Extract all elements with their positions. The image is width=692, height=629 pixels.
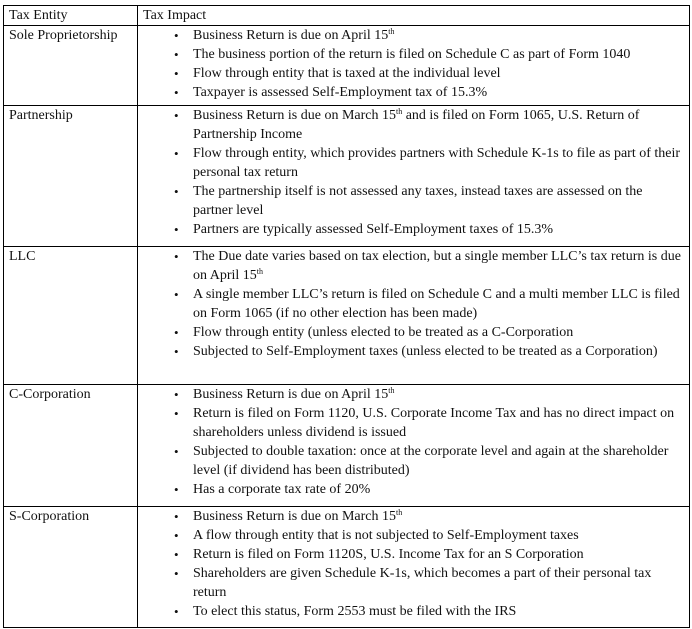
impact-list (143, 507, 689, 621)
impact-cell (138, 106, 690, 247)
list-item (174, 26, 683, 45)
entity-name: Sole Proprietorship (4, 26, 138, 106)
impact-cell (138, 247, 690, 385)
bullet-icon: • (174, 482, 179, 497)
item-text: Has a corporate tax rate of 20% (193, 482, 371, 497)
bullet-icon: • (174, 325, 179, 340)
item-sup: th (395, 107, 403, 116)
bullet-icon: • (174, 344, 179, 359)
bullet-icon: • (174, 47, 179, 62)
list-item (174, 385, 683, 404)
table-row (4, 26, 690, 106)
list-item (174, 602, 683, 621)
table-row (4, 507, 690, 628)
item-sup: th (395, 508, 403, 517)
tax-entity-table (3, 5, 690, 628)
bullet-icon: • (174, 146, 179, 161)
list-item (174, 342, 683, 361)
bullet-icon: • (174, 85, 179, 100)
list-item (174, 507, 683, 526)
bullet-icon: • (174, 222, 179, 237)
entity-name: S-Corporation (4, 507, 138, 628)
list-item (174, 526, 683, 545)
list-item (174, 83, 683, 102)
bullet-icon: • (174, 604, 179, 619)
table-row (4, 247, 690, 385)
bullet-icon: • (174, 509, 179, 524)
list-item (174, 45, 683, 64)
item-text: To elect this status, Form 2553 must be filed with the IRS (193, 604, 517, 619)
item-text: Subjected to double taxation: once at the corporate level and again at the shareholder level (if dividend has been distributed) (193, 444, 669, 478)
list-item (174, 285, 683, 323)
item-text: The business portion of the return is filed on Schedule C as part of Form 1040 (193, 47, 631, 62)
list-item (174, 442, 683, 480)
item-text: Business Return is due on March 15 (193, 108, 396, 123)
item-text: Partners are typically assessed Self-Employment taxes of 15.3% (193, 222, 554, 237)
bullet-icon: • (174, 108, 179, 123)
impact-list (143, 385, 689, 499)
item-text: Flow through entity that is taxed at the individual level (193, 66, 501, 81)
list-item (174, 564, 683, 602)
list-item (174, 323, 683, 342)
list-item (174, 404, 683, 442)
item-text: Business Return is due on April 15 (193, 387, 389, 402)
item-text: Flow through entity, which provides partners with Schedule K-1s to file as part of their personal tax return (193, 146, 681, 180)
item-text: Subjected to Self-Employment taxes (unless elected to be treated as a Corporation) (193, 344, 658, 359)
bullet-icon: • (174, 287, 179, 302)
item-text: The partnership itself is not assessed any taxes, instead taxes are assessed on the partner level (193, 184, 643, 218)
item-text: Shareholders are given Schedule K-1s, which becomes a part of their personal tax return (193, 566, 652, 600)
table-row (4, 106, 690, 247)
list-item (174, 106, 683, 144)
bullet-icon: • (174, 66, 179, 81)
impact-list (143, 106, 689, 239)
table-header-row (4, 6, 690, 26)
bullet-icon: • (174, 406, 179, 421)
impact-cell (138, 385, 690, 507)
bullet-icon: • (174, 566, 179, 581)
item-text: The Due date varies based on tax election, but a single member LLC’s tax return is due on April 15 (193, 249, 681, 283)
bullet-icon: • (174, 184, 179, 199)
header-tax-entity: Tax Entity (4, 6, 138, 26)
bullet-icon: • (174, 444, 179, 459)
item-text: Business Return is due on April 15 (193, 28, 389, 43)
item-text: Flow through entity (unless elected to be treated as a C-Corporation (193, 325, 574, 340)
table-row (4, 385, 690, 507)
list-item (174, 480, 683, 499)
entity-name: C-Corporation (4, 385, 138, 507)
list-item (174, 182, 683, 220)
header-tax-impact: Tax Impact (138, 6, 690, 26)
item-text: A single member LLC’s return is filed on Schedule C and a multi member LLC is filed on Form 1065 (if no other election has been made) (193, 287, 680, 321)
impact-list (143, 26, 689, 102)
impact-cell (138, 26, 690, 106)
entity-name: Partnership (4, 106, 138, 247)
item-text: Taxpayer is assessed Self-Employment tax of 15.3% (193, 85, 488, 100)
bullet-icon: • (174, 28, 179, 43)
item-sup: th (256, 267, 264, 276)
impact-cell (138, 507, 690, 628)
item-sup: th (388, 386, 395, 395)
item-text: Return is filed on Form 1120, U.S. Corporate Income Tax and has no direct impact on shareholders unless dividend is issued (193, 406, 675, 440)
bullet-icon: • (174, 547, 179, 562)
item-after: and is filed on Form 1065, U.S. Return of Partnership Income (193, 108, 640, 142)
item-text: Return is filed on Form 1120S, U.S. Income Tax for an S Corporation (193, 547, 584, 562)
bullet-icon: • (174, 528, 179, 543)
entity-name: LLC (4, 247, 138, 385)
impact-list (143, 247, 689, 361)
bullet-icon: • (174, 249, 179, 264)
item-text: A flow through entity that is not subjected to Self-Employment taxes (193, 528, 579, 543)
list-item (174, 64, 683, 83)
item-text: Business Return is due on March 15 (193, 509, 396, 524)
list-item (174, 247, 683, 285)
list-item (174, 144, 683, 182)
item-sup: th (388, 27, 395, 36)
bullet-icon: • (174, 387, 179, 402)
list-item (174, 220, 683, 239)
list-item (174, 545, 683, 564)
